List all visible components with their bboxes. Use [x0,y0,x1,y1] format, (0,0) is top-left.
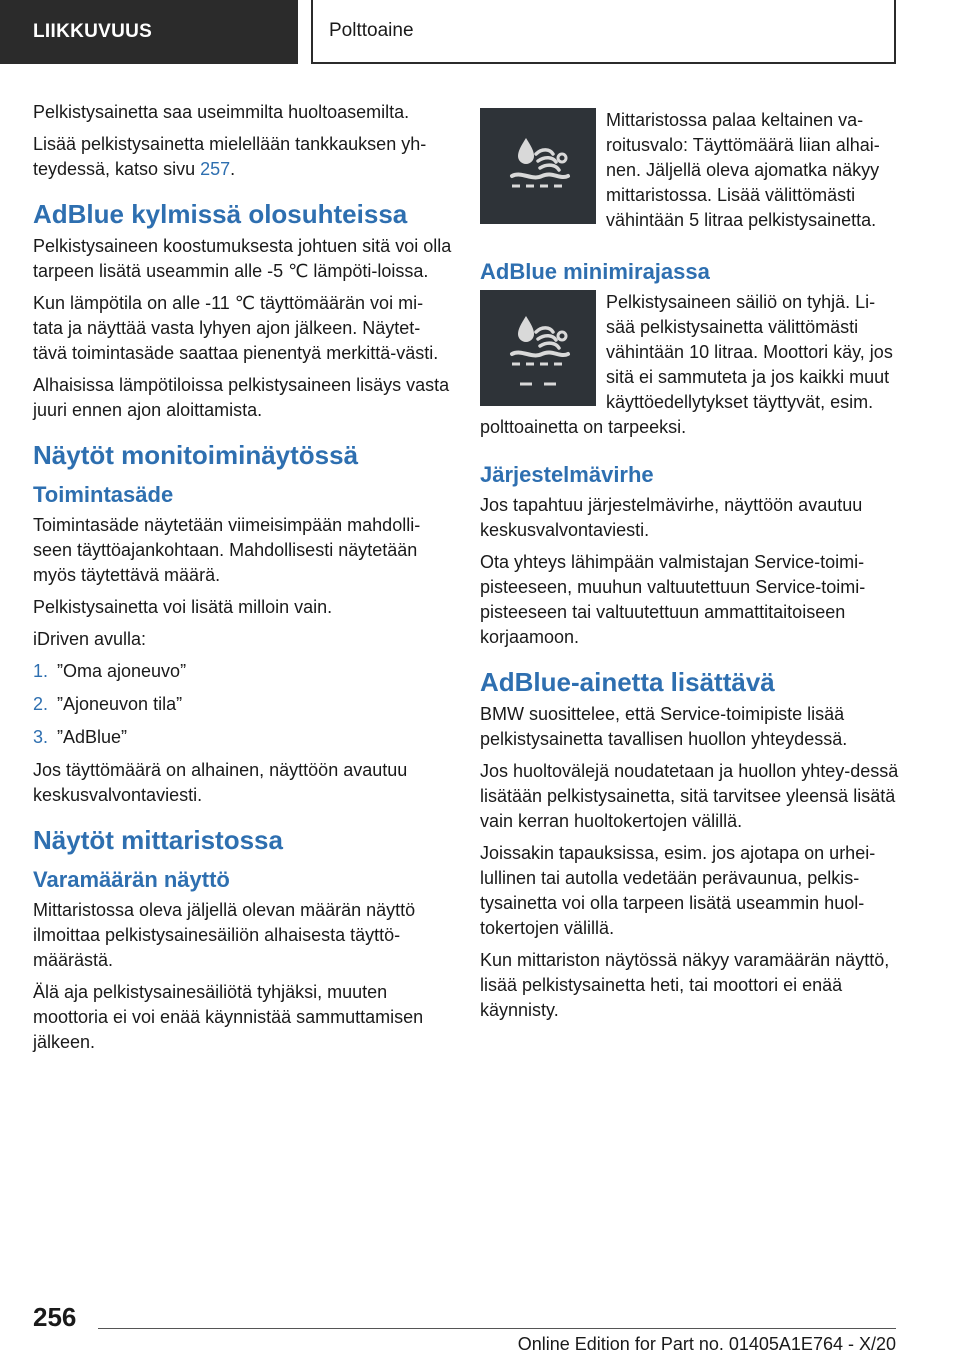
paragraph: Mittaristossa oleva jäljellä olevan määrän näyttö ilmoittaa pelkistysainesäiliön alhaisesta täyttö-määrästä. [33,900,416,970]
adblue-minimum-icon [480,290,596,406]
page-number: 256 [33,1302,77,1332]
warning-light-block [480,108,900,240]
left-column [33,100,453,1062]
heading-instrument-cluster: Näytöt mittaristossa [33,825,283,855]
page-footer [0,1290,960,1362]
paragraph: BMW suosittelee, että Service-toimipiste lisää pelkistysainetta tavallisen huollon yhteydessä. [480,704,848,749]
paragraph: Pelkistysainetta voi lisätä milloin vain. [33,597,333,617]
paragraph: Alhaisissa lämpötiloissa pelkistysaineen lisäys vasta juuri ennen ajon aloittamista. [33,375,450,420]
section-title: LIIKKUVUUS [0,0,298,64]
paragraph: Joissakin tapauksissa, esim. jos ajotapa on urhei-lullinen tai autolla vedetään perävaunua, pelkis-tysainetta voi olla tarpeen lisätä useammin huol-tokertojen välillä. [480,843,876,938]
page-header [0,0,960,66]
paragraph: Pelkistysaineen koostumuksesta johtuen sitä voi olla tarpeen lisätä useammin alle -5 ℃ lämpöti-loissa. [33,236,452,281]
paragraph: Pelkistysainetta saa useimmilta huoltoasemilta. [33,102,410,122]
paragraph: Kun mittariston näytössä näkyy varamäärän näyttö, lisää pelkistysainetta heti, tai moottori ei enää käynnisty. [480,950,890,1020]
minimum-light-block [480,290,900,447]
paragraph: Kun lämpötila on alle -11 ℃ täyttömäärän voi mi-tata ja näyttää vasta lyhyen ajon jälkeen. Näytet-tävä toimintasäde saattaa pienentyä merkittä-västi. [33,293,439,363]
heading-range: Toimintasäde [33,482,174,507]
heading-multifunction-display: Näytöt monitoiminäytössä [33,440,359,470]
paragraph: Jos huoltovälejä noudatetaan ja huollon yhtey-dessä lisätään pelkistysainetta, sitä tarvitsee yleensä lisätä vain kerran huoltokertojen välillä. [480,761,899,831]
paragraph: Jos täyttömäärä on alhainen, näyttöön avautuu keskusvalvontaviesti. [33,760,408,805]
topic-title: Polttoaine [311,0,896,64]
idrive-steps [33,659,453,750]
paragraph: Mittaristossa palaa keltainen va-roitusvalo: Täyttömäärä liian alhai-nen. Jäljellä oleva ajomatka näkyy mittaristossa. Lisää välittömästi vähintään 5 litraa pelkistysainetta. [606,110,880,230]
paragraph: Jos tapahtuu järjestelmävirhe, näyttöön avautuu keskusvalvontaviesti. [480,495,863,540]
heading-adblue-refill: AdBlue-ainetta lisättävä [480,667,775,697]
heading-system-error: Järjestelmävirhe [480,462,654,487]
paragraph: iDriven avulla: [33,629,147,649]
paragraph: Pelkistysaineen säiliö on tyhjä. Li-sää pelkistysainetta välittömästi vähintään 10 litraa. Moottori käy, jos sitä ei sammuteta ja jos kaikki muut käyttöedellytykset täyttyvät, esim. polttoainetta on tarpeeksi. [480,292,893,437]
paragraph: Lisää pelkistysainetta mielellään tankkauksen yh-teydessä, katso sivu 257. [33,134,427,179]
heading-adblue-cold: AdBlue kylmissä olosuhteissa [33,199,408,229]
paragraph: Toimintasäde näytetään viimeisimpään mahdolli-seen täyttöajankohtaan. Mahdollisesti näytetään myös täytettävä määrä. [33,515,421,585]
page-link-257[interactable]: 257 [200,159,231,179]
heading-adblue-minimum: AdBlue minimirajassa [480,259,710,284]
paragraph: Älä aja pelkistysainesäiliötä tyhjäksi, muuten moottoria ei voi enää käynnistää sammuttamisen jälkeen. [33,982,424,1052]
footer-divider [98,1328,896,1329]
list-item: 1. ”Oma ajoneuvo” [33,661,187,681]
list-item: 3. ”AdBlue” [33,727,128,747]
edition-note: Online Edition for Part no. 01405A1E764 - X/20 [517,1334,896,1354]
right-column [480,108,900,1030]
list-item: 2. ”Ajoneuvon tila” [33,694,183,714]
heading-reserve-display: Varamäärän näyttö [33,867,230,892]
adblue-warning-icon [480,108,596,224]
paragraph: Ota yhteys lähimpään valmistajan Service-toimi-pisteeseen, muuhun valtuutettuun Service-toimi-pisteeseen tai valtuutettuun ammattitaitoiseen korjaamoon. [480,552,866,647]
